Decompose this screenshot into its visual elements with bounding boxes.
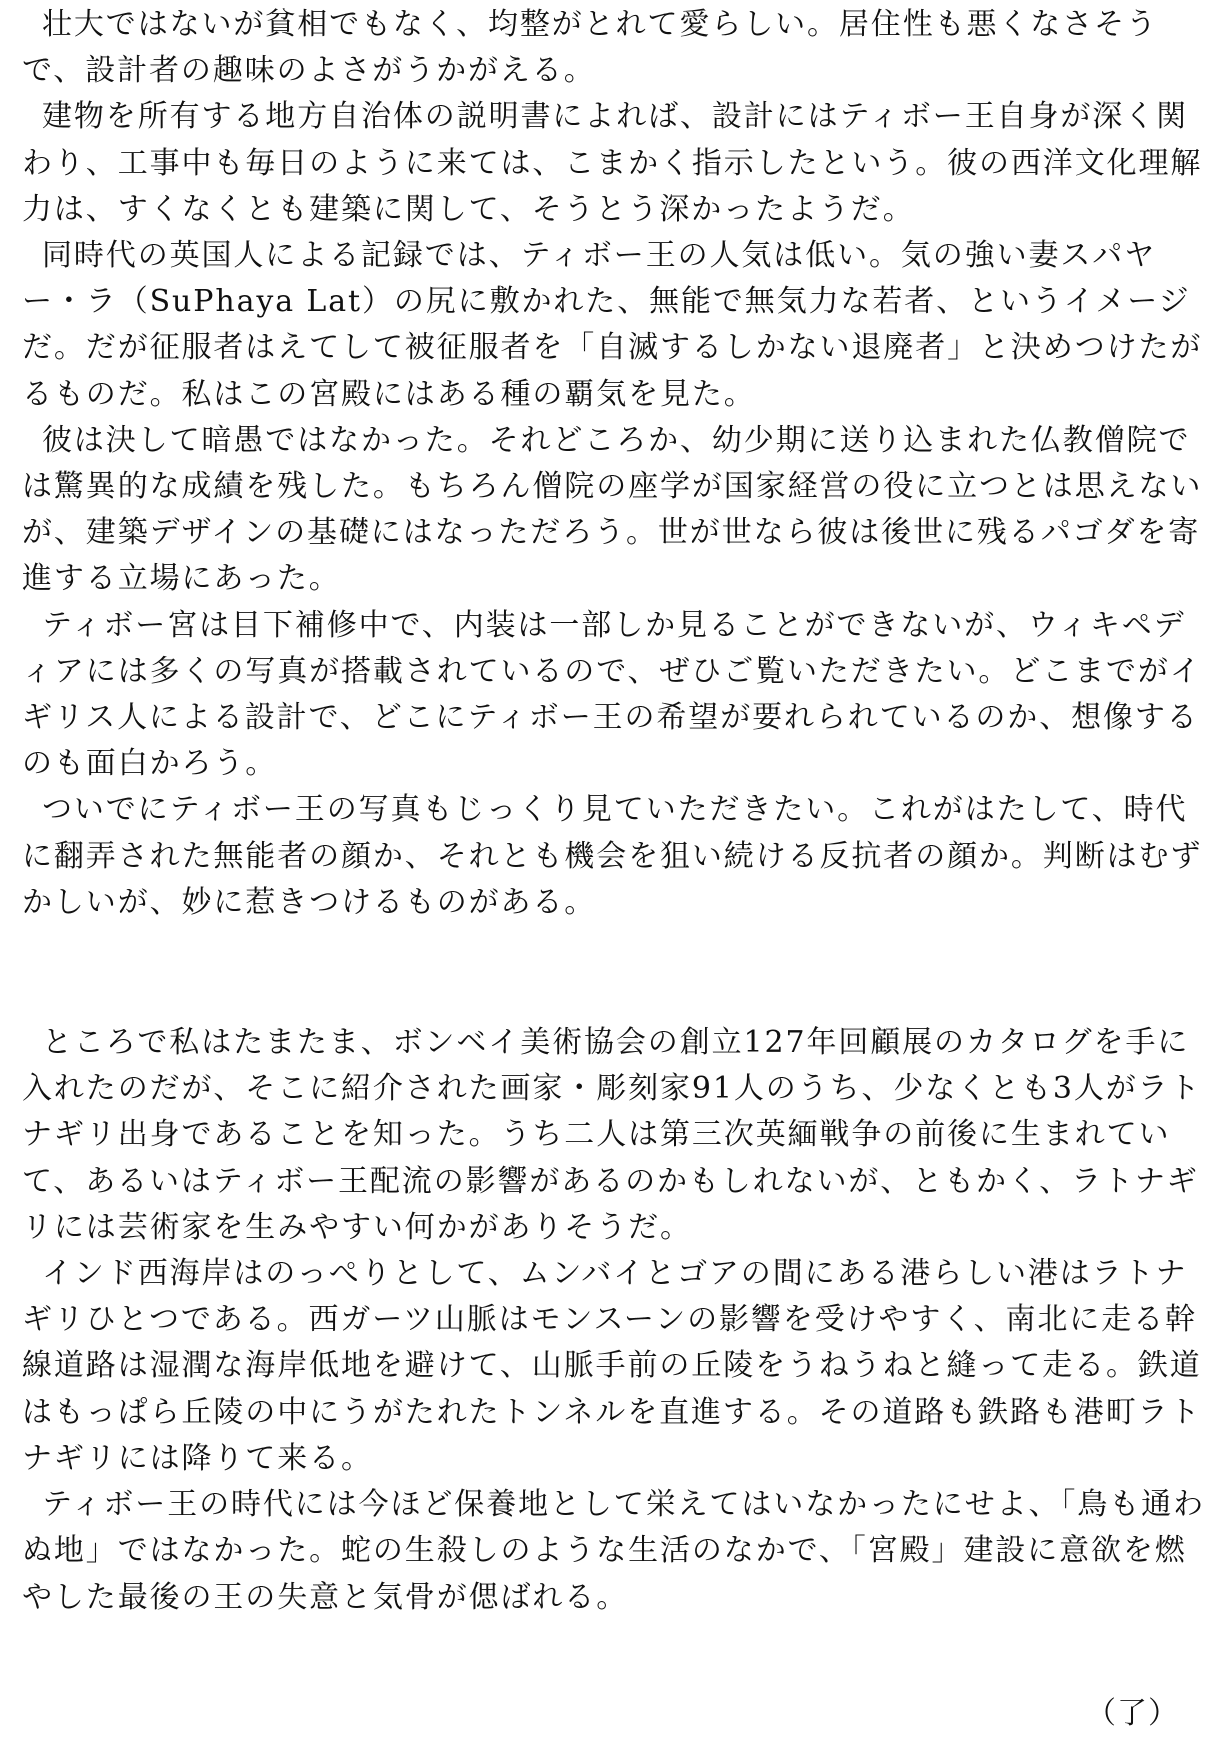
article-body — [22, 2, 1209, 1621]
paragraph: 同時代の英国人による記録では、ティボー王の人気は低い。気の強い妻スパヤー・ラ（SuPhaya Lat）の尻に敷かれた、無能で無気力な若者、というイメージだ。だが征服者はえてして被征服者を「自滅するしかない退廃者」と決めつけたがるものだ。私はこの宮殿にはある種の覇気を見た。 — [22, 238, 1203, 412]
paragraph: ティボー宮は目下補修中で、内装は一部しか見ることができないが、ウィキペディアには多くの写真が搭載されているので、ぜひご覧いただきたい。どこまでがイギリス人による設計で、どこにティボー王の希望が要れられているのか、想像するのも面白かろう。 — [22, 607, 1202, 782]
end-mark: （了） — [1086, 1696, 1179, 1731]
paragraph: 彼は決して暗愚ではなかった。それどころか、幼少期に送り込まれた仏教僧院では驚異的な成績を残した。もちろん僧院の座学が国家経営の役に立つとは思えないが、建築デザインの基礎にはなっただろう。世が世なら彼は後世に残るパゴダを寄進する立場にあった。 — [22, 422, 1203, 597]
paragraph: ついでにティボー王の写真もじっくり見ていただきたい。これがはたして、時代に翻弄された無能者の顔か、それとも機会を狙い続ける反抗者の顔か。判断はむずかしいが、妙に惹きつけるものがある。 — [22, 792, 1203, 920]
paragraph: 建物を所有する地方自治体の説明書によれば、設計にはティボー王自身が深く関わり、工事中も毎日のように来ては、こまかく指示したという。彼の西洋文化理解力は、すくなくとも建築に関して、そうとう深かったようだ。 — [22, 99, 1203, 227]
paragraph: ティボー王の時代には今ほど保養地として栄えてはいなかったにせよ、「鳥も通わぬ地」ではなかった。蛇の生殺しのような生活のなかで、「宮殿」建設に意欲を燃やした最後の王の失意と気骨が偲ばれる。 — [22, 1487, 1205, 1615]
paragraph: ところで私はたまたま、ボンベイ美術協会の創立127年回顧展のカタログを手に入れたのだが、そこに紹介された画家・彫刻家91人のうち、少なくとも3人がラトナギリ出身であることを知った。うち二人は第三次英緬戦争の前後に生まれていて、あるいはティボー王配流の影響があるのかもしれないが、ともかく、ラトナギリには芸術家を生みやすい何かがありそうだ。 — [22, 1025, 1202, 1245]
paragraph: 壮大ではないが貧相でもなく、均整がとれて愛らしい。居住性も悪くなさそうで、設計者の趣味のよさがうかがえる。 — [22, 7, 1158, 89]
paragraph: インド西海岸はのっぺりとして、ムンバイとゴアの間にある港らしい港はラトナギリひとつである。西ガーツ山脈はモンスーンの影響を受けやすく、南北に走る幹線道路は湿潤な海岸低地を避けて、山脈手前の丘陵をうねうねと縫って走る。鉄道はもっぱら丘陵の中にうがたれたトンネルを直進する。その道路も鉄路も港町ラトナギリには降りて来る。 — [22, 1256, 1202, 1476]
section-break — [22, 926, 1209, 1020]
